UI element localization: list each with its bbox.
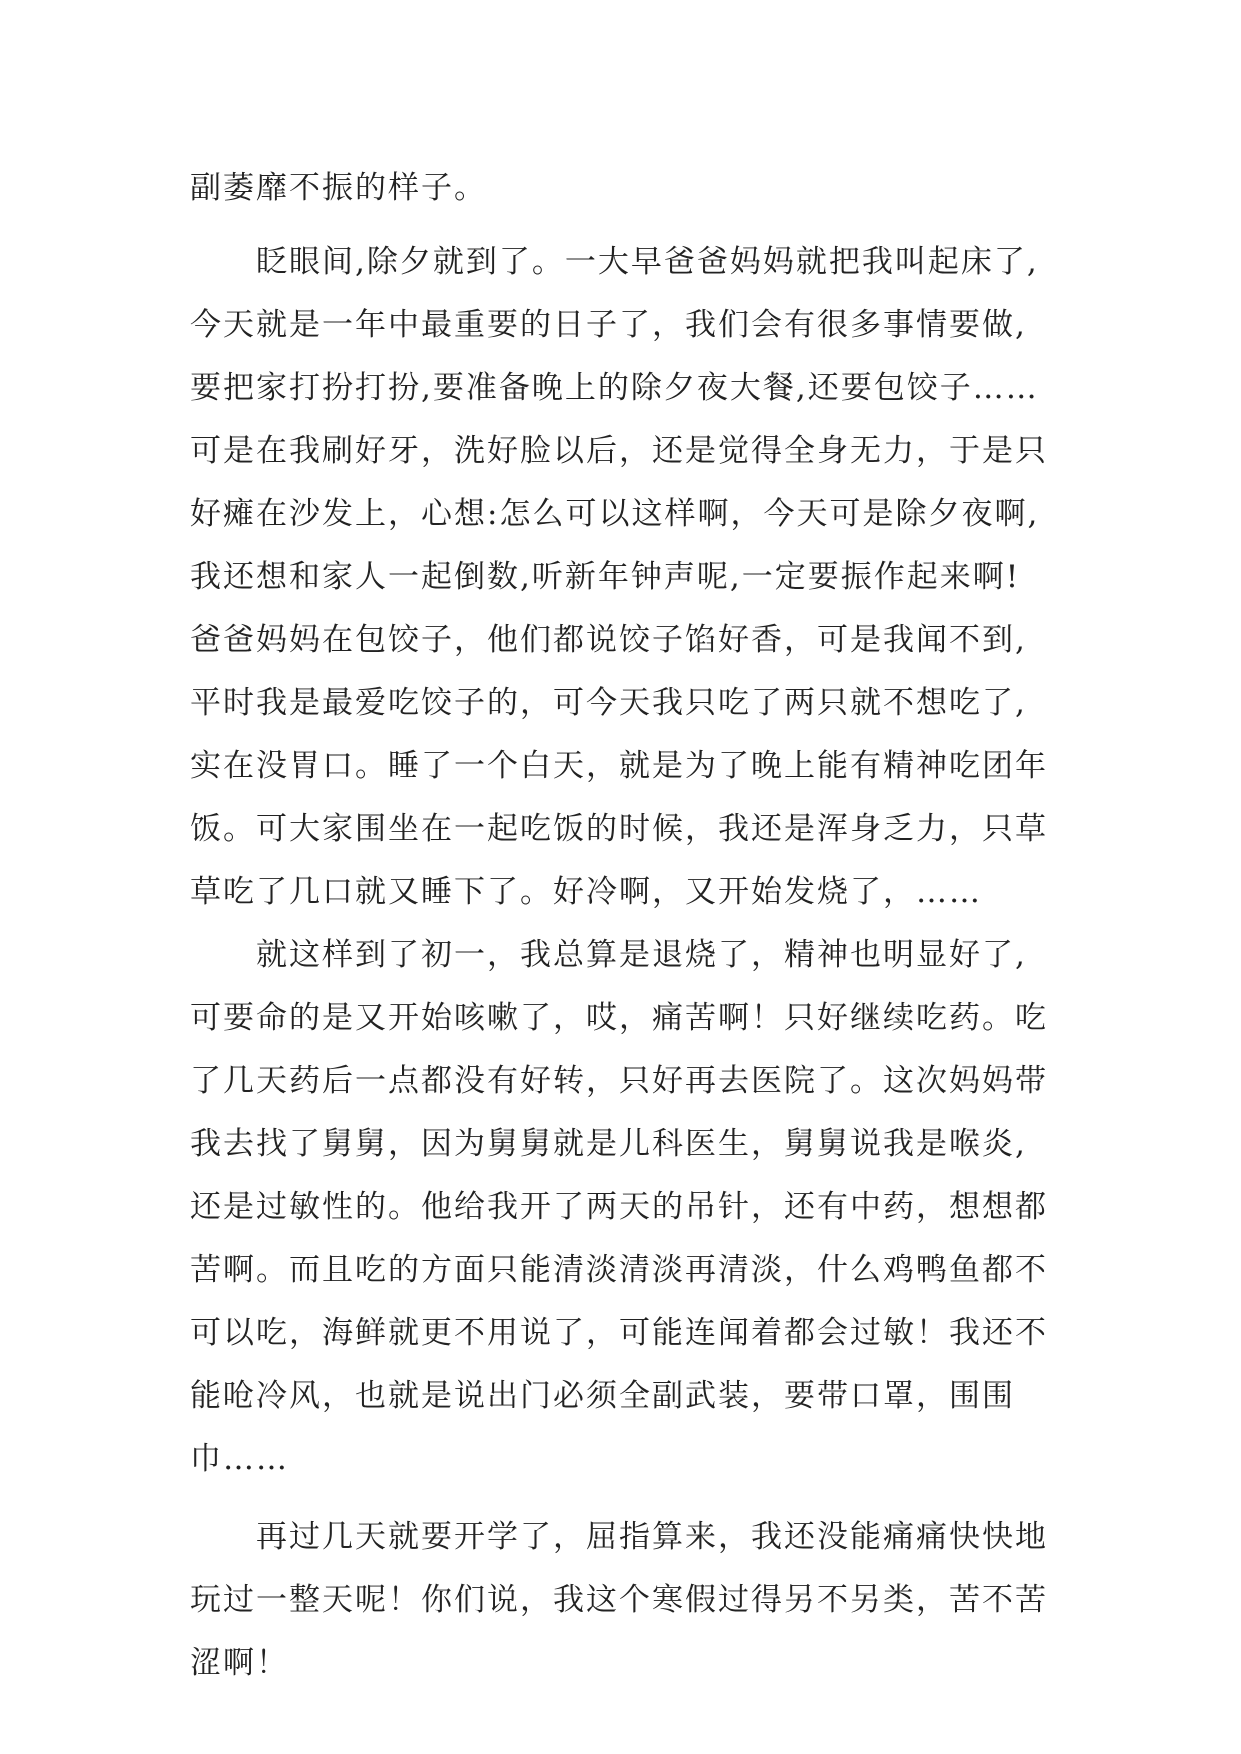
- paragraph-line: 可以吃，海鲜就更不用说了，可能连闻着都会过敏！我还不: [190, 1315, 1048, 1351]
- paragraph-4: [190, 1506, 1070, 1695]
- paragraph-line: 巾……: [190, 1441, 289, 1477]
- paragraph-line: 苦啊。而且吃的方面只能清淡清淡再清淡，什么鸡鸭鱼都不: [190, 1252, 1048, 1288]
- paragraph-line: 要把家打扮打扮,要准备晚上的除夕夜大餐,还要包饺子……: [190, 370, 1039, 406]
- paragraph-line: 实在没胃口。睡了一个白天，就是为了晚上能有精神吃团年: [190, 748, 1048, 784]
- paragraph-line: 可是在我刷好牙，洗好脸以后，还是觉得全身无力，于是只: [190, 433, 1048, 469]
- paragraph-2: [190, 231, 1070, 924]
- paragraph-3: [190, 924, 1070, 1491]
- paragraph-line: 还是过敏性的。他给我开了两天的吊针，还有中药，想想都: [190, 1189, 1048, 1225]
- paragraph-line: 我去找了舅舅，因为舅舅就是儿科医生，舅舅说我是喉炎,: [190, 1126, 1027, 1162]
- paragraph-line: 了几天药后一点都没有好转，只好再去医院了。这次妈妈带: [190, 1063, 1048, 1099]
- paragraph-line: 好瘫在沙发上，心想:怎么可以这样啊，今天可是除夕夜啊,: [190, 496, 1040, 532]
- paragraph-line: 爸爸妈妈在包饺子，他们都说饺子馅好香，可是我闻不到,: [190, 622, 1027, 658]
- paragraph-line: 草吃了几口就又睡下了。好冷啊，又开始发烧了，……: [190, 874, 982, 910]
- paragraph-line: 再过几天就要开学了，屈指算来，我还没能痛痛快快地: [256, 1519, 1048, 1555]
- paragraph-line: 可要命的是又开始咳嗽了，哎，痛苦啊！只好继续吃药。吃: [190, 1000, 1048, 1036]
- paragraph-line: 能呛冷风，也就是说出门必须全副武装，要带口罩，围围: [190, 1378, 1015, 1414]
- paragraph-1: [190, 160, 1070, 216]
- paragraph-line: 我还想和家人一起倒数,听新年钟声呢,一定要振作起来啊!: [190, 559, 1021, 595]
- paragraph-line: 涩啊！: [190, 1645, 289, 1681]
- paragraph-line: 今天就是一年中最重要的日子了，我们会有很多事情要做,: [190, 307, 1027, 343]
- paragraph-line: 就这样到了初一，我总算是退烧了，精神也明显好了,: [256, 937, 1027, 973]
- document-body: [190, 160, 1070, 1695]
- paragraph-line: 平时我是最爱吃饺子的，可今天我只吃了两只就不想吃了,: [190, 685, 1027, 721]
- paragraph-line: 眨眼间,除夕就到了。一大早爸爸妈妈就把我叫起床了,: [256, 244, 1039, 280]
- paragraph-line: 玩过一整天呢！你们说，我这个寒假过得另不另类，苦不苦: [190, 1582, 1048, 1618]
- paragraph-line: 饭。可大家围坐在一起吃饭的时候，我还是浑身乏力，只草: [190, 811, 1048, 847]
- paragraph-line: 副萎靡不振的样子。: [190, 170, 487, 206]
